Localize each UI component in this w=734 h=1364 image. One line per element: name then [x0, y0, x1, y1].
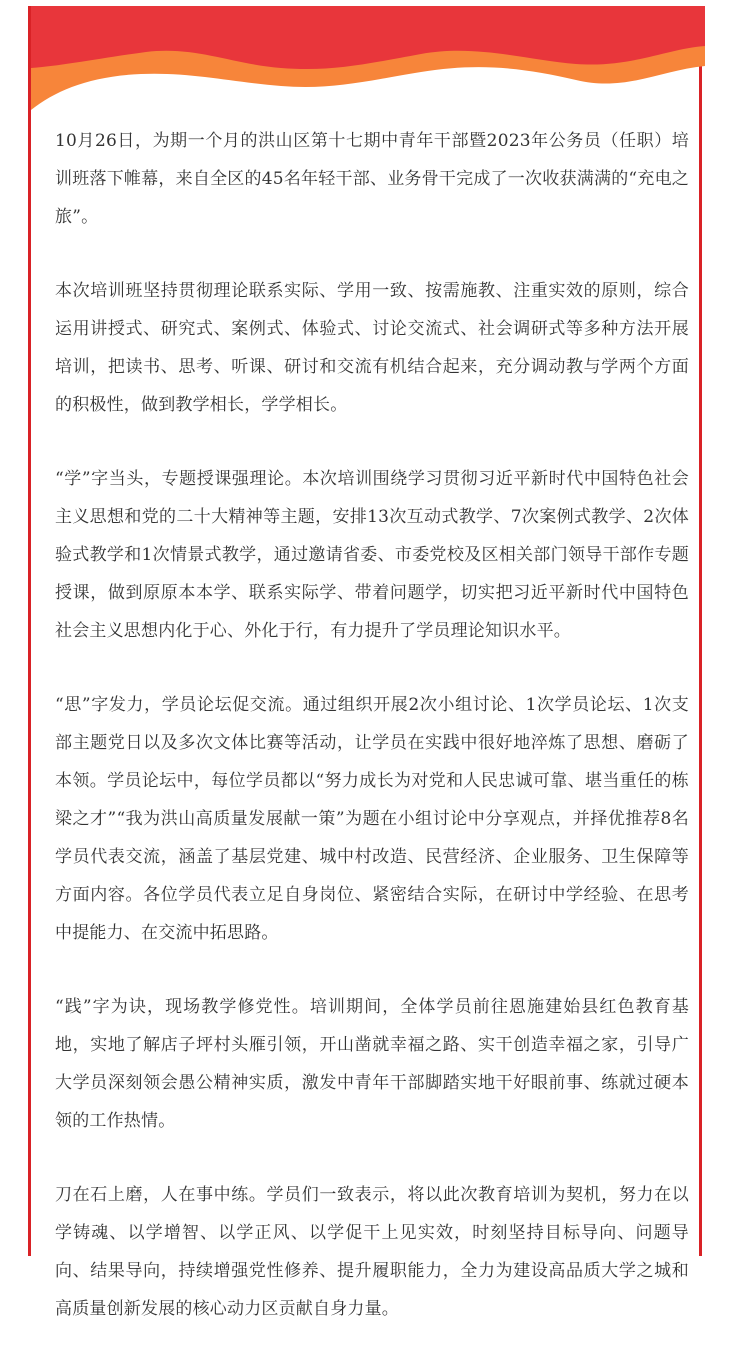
paragraph-intro: 10月26日，为期一个月的洪山区第十七期中青年干部暨2023年公务员（任职）培训班落下帷幕，来自全区的45名年轻干部、业务骨干完成了一次收获满满的“充电之旅”。	[55, 131, 689, 227]
wave-banner	[31, 6, 705, 126]
paragraph-approach: 本次培训班坚持贯彻理论联系实际、学用一致、按需施教、注重实效的原则，综合运用讲授式、研究式、案例式、体验式、讨论交流式、社会调研式等多种方法开展培训，把读书、思考、听课、研讨和交流有机结合起来，充分调动教与学两个方面的积极性，做到教学相长，学学相长。	[55, 281, 689, 415]
paragraph-think: “思”字发力，学员论坛促交流。通过组织开展2次小组讨论、1次学员论坛、1次支部主题党日以及多次文体比赛等活动，让学员在实践中很好地淬炼了思想、磨砺了本领。学员论坛中，每位学员都以“努力成长为对党和人民忠诚可靠、堪当重任的栋梁之才”“我为洪山高质量发展献一策”为题在小组讨论中分享观点，并择优推荐8名学员代表交流，涵盖了基层党建、城中村改造、民营经济、企业服务、卫生保障等方面内容。各位学员代表立足自身岗位、紧密结合实际，在研讨中学经验、在思考中提能力、在交流中拓思路。	[55, 695, 689, 943]
article-card	[28, 6, 702, 1319]
paragraph-practice: “践”字为诀，现场教学修党性。培训期间，全体学员前往恩施建始县红色教育基地，实地了解店子坪村头雁引领，开山凿就幸福之路、实干创造幸福之家，引导广大学员深刻领会愚公精神实质，激发中青年干部脚踏实地干好眼前事、练就过硬本领的工作热情。	[55, 997, 689, 1131]
paragraph-study: “学”字当头，专题授课强理论。本次培训围绕学习贯彻习近平新时代中国特色社会主义思想和党的二十大精神等主题，安排13次互动式教学、7次案例式教学、2次体验式教学和1次情景式教学，通过邀请省委、市委党校及区相关部门领导干部作专题授课，做到原原本本学、联系实际学、带着问题学，切实把习近平新时代中国特色社会主义思想内化于心、外化于行，有力提升了学员理论知识水平。	[55, 469, 689, 641]
article-body	[55, 122, 689, 1364]
paragraph-conclusion: 刀在石上磨，人在事中练。学员们一致表示，将以此次教育培训为契机，努力在以学铸魂、以学增智、以学正风、以学促干上见实效，时刻坚持目标导向、问题导向、结果导向，持续增强党性修养、提升履职能力，全力为建设高品质大学之城和高质量创新发展的核心动力区贡献自身力量。	[55, 1185, 689, 1319]
